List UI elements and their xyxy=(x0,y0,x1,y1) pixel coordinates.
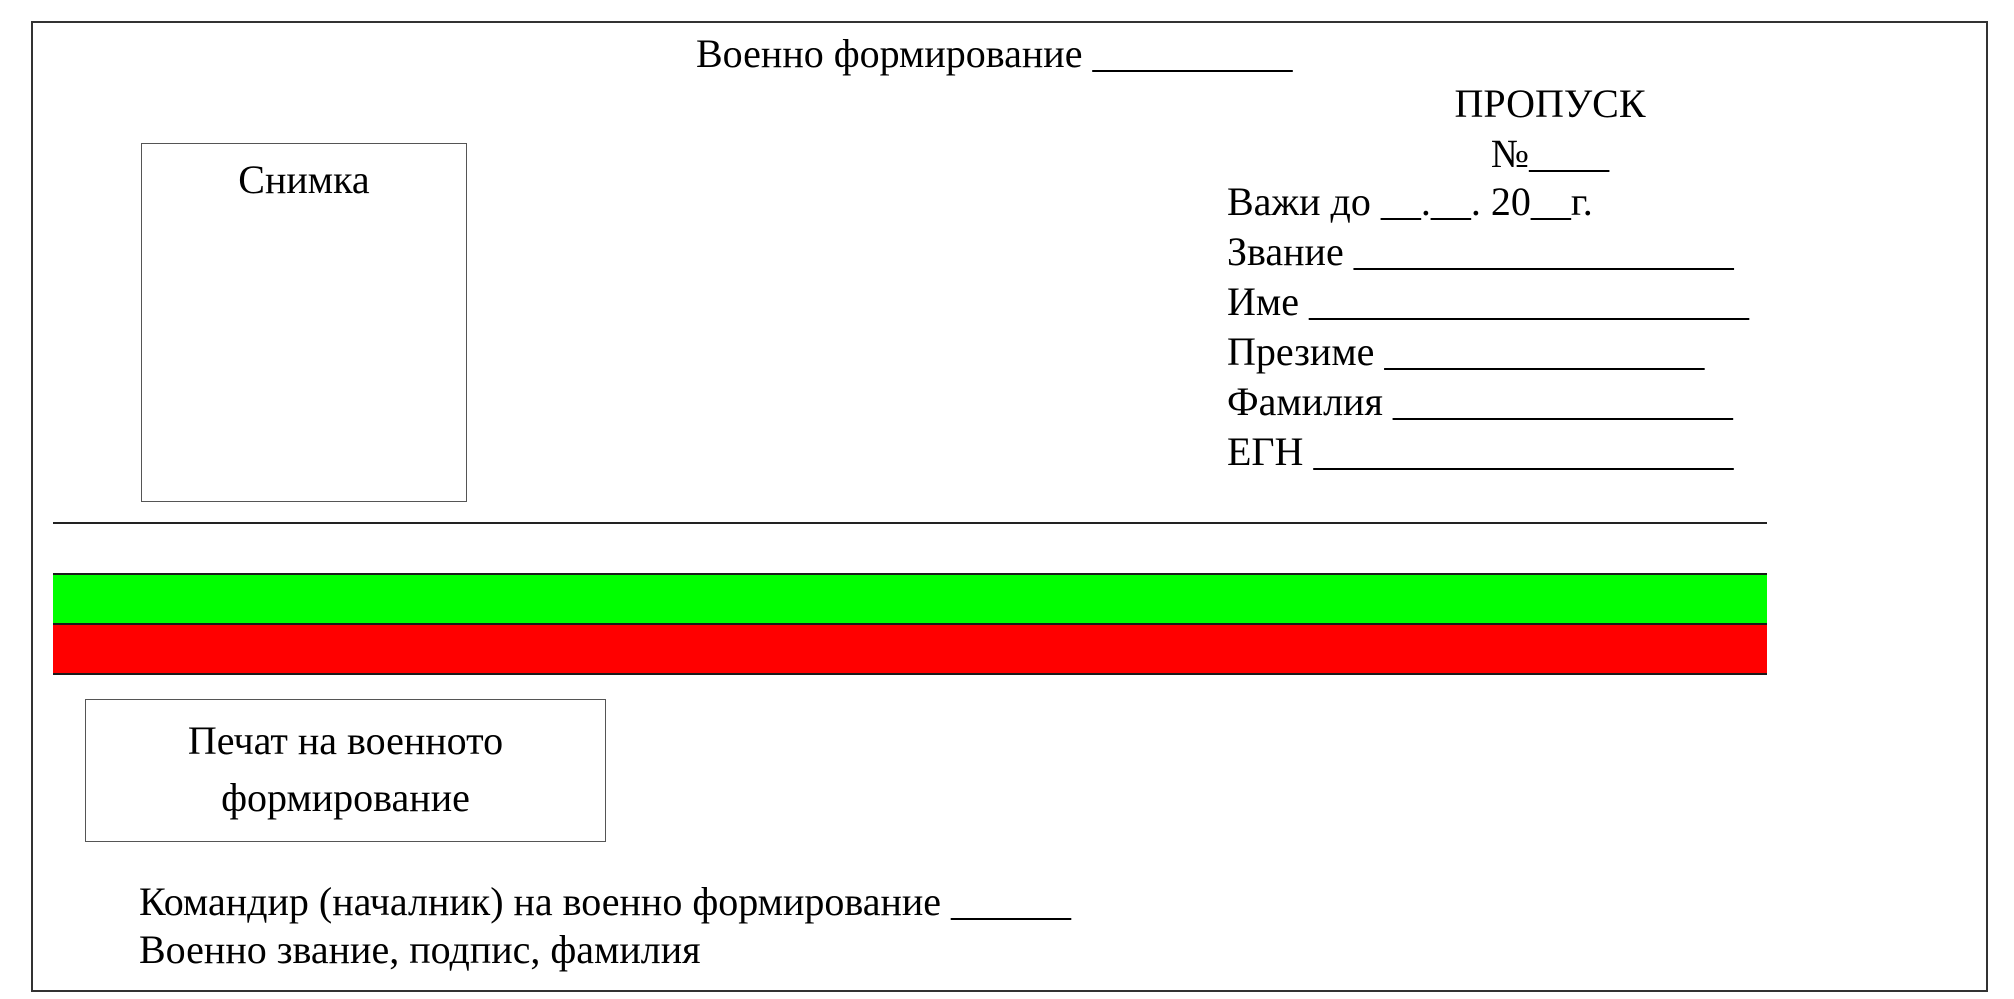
field-first-name: Име ______________________ xyxy=(1227,279,1749,324)
commander-line: Командир (началник) на военно формирование ______ xyxy=(139,879,1072,924)
flag-stripe-green xyxy=(53,573,1767,623)
field-middle-name: Презиме ________________ xyxy=(1227,329,1705,374)
stamp-label-line-1: Печат на военното xyxy=(187,718,504,763)
stamp-box xyxy=(85,699,606,842)
photo-label: Снимка xyxy=(238,157,370,202)
field-egn: ЕГН _____________________ xyxy=(1227,429,1734,474)
photo-box xyxy=(141,143,467,502)
field-last-name: Фамилия _________________ xyxy=(1227,379,1733,424)
pass-number: №____ xyxy=(1490,131,1610,176)
unit-title: Военно формирование __________ xyxy=(696,31,1293,76)
pass-title: ПРОПУСК xyxy=(1454,81,1646,126)
field-rank: Звание ___________________ xyxy=(1227,229,1734,274)
rank-signature-line: Военно звание, подпис, фамилия xyxy=(139,927,701,972)
flag-stripe-red xyxy=(53,623,1767,675)
divider-line xyxy=(53,522,1767,524)
field-valid-until: Важи до __.__. 20__г. xyxy=(1227,179,1593,224)
stamp-label-line-2: формирование xyxy=(221,775,470,820)
